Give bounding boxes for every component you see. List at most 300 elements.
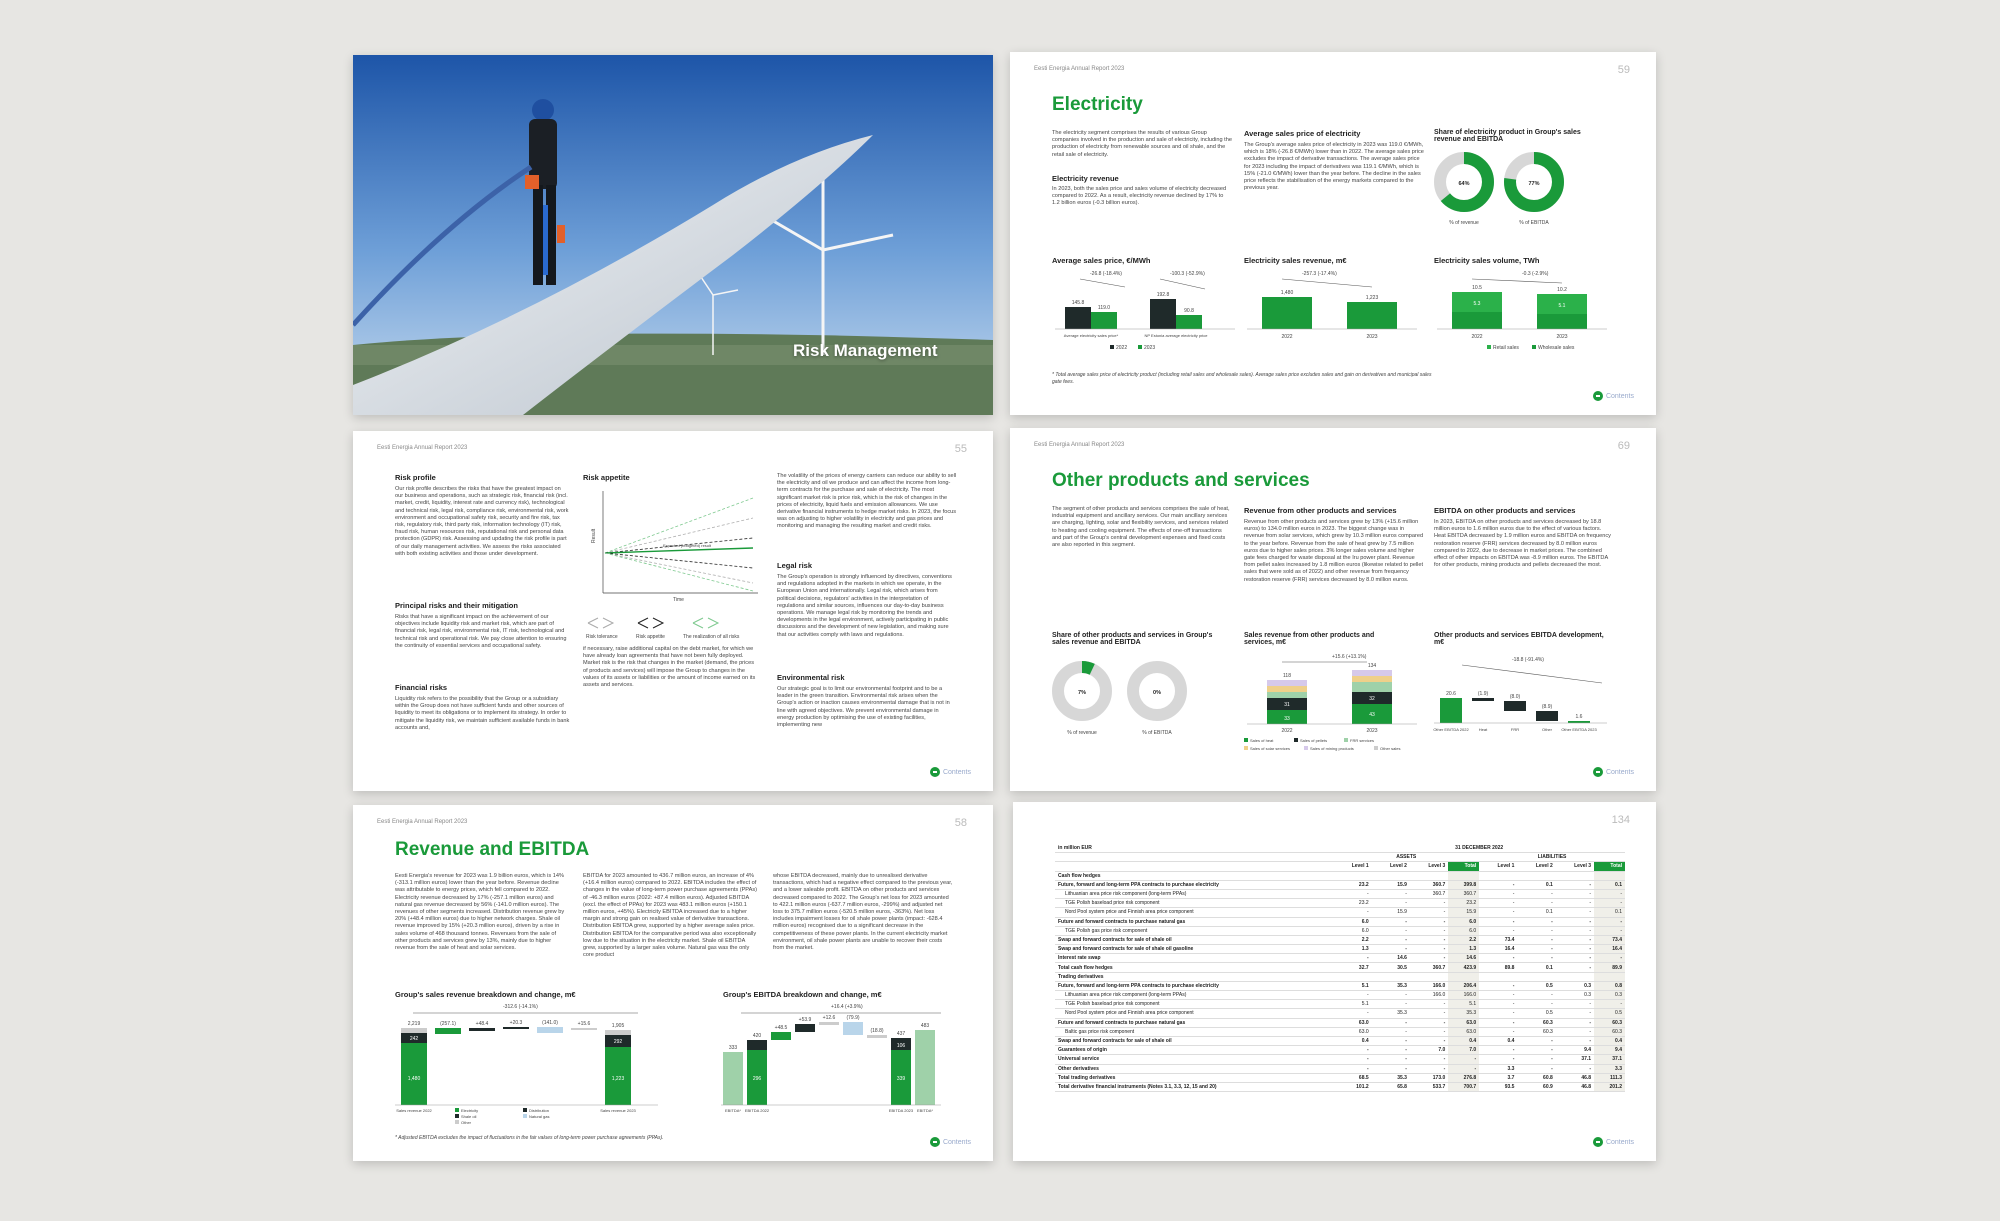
svg-text:FRR: FRR	[1510, 727, 1520, 732]
table-cell: -	[1372, 1027, 1410, 1036]
table-cell: -	[1556, 917, 1594, 926]
revenue-text: In 2023, both the sales price and sales volume of electricity decreased compared to 2022. As a result, electricity revenue declined by 17% to 1.2 billion euros (-0.3 billion euros).	[1052, 186, 1227, 207]
column-header: Level 1	[1479, 862, 1517, 871]
row-label: TGE Polish baseload price risk component	[1055, 899, 1333, 908]
table-cell: -	[1410, 1055, 1448, 1064]
table-cell: 46.8	[1556, 1082, 1594, 1091]
svg-text:-257.3 (-17.4%): -257.3 (-17.4%)	[1302, 271, 1337, 277]
svg-text:(1.9): (1.9)	[1477, 691, 1489, 697]
row-label: Swap and forward contracts for sale of shale oil	[1055, 1036, 1333, 1045]
table-cell: 0.1	[1517, 908, 1555, 917]
table-cell: 360.7	[1410, 889, 1448, 898]
table-cell: -	[1479, 1046, 1517, 1055]
table-cell: 206.4	[1448, 981, 1479, 990]
table-cell: -	[1372, 899, 1410, 908]
table-cell: 360.7	[1448, 889, 1479, 898]
financial-risks-heading: Financial risks	[395, 683, 448, 692]
revenue-heading: Revenue from other products and services	[1244, 506, 1397, 515]
svg-text:292: 292	[613, 1039, 623, 1045]
table-cell: -	[1372, 991, 1410, 1000]
bar	[1091, 312, 1117, 329]
column-header: Level 2	[1372, 862, 1410, 871]
table-cell: -	[1372, 889, 1410, 898]
svg-text:The realization of all risks: The realization of all risks	[683, 634, 740, 640]
svg-text:0%: 0%	[1153, 690, 1161, 696]
table-cell: 7.0	[1410, 1046, 1448, 1055]
page-number: 55	[954, 443, 967, 455]
avg-price-chart	[1050, 267, 1240, 367]
bar-retail	[1537, 314, 1587, 329]
table-cell: 6.0	[1448, 926, 1479, 935]
table-cell: -	[1556, 935, 1594, 944]
svg-text:Expected (budgeted) result: Expected (budgeted) result	[663, 543, 712, 548]
legal-risk-text: The Group's operation is strongly influenced by directives, conventions and regulations adopted in the markets in which we operate, in the European Union and internationally. Legal risk, which arises from political decisions, regulators' activities in the interpretation of regulations and similar sources, influences our day-to-day business operations. We manage legal risk by monitoring the trends and developments in the legal environment, actively participating in public discussions and the development of new legislation, and making sure that our activities comply with laws and regulations.	[777, 574, 952, 638]
table-cell: -	[1517, 1064, 1555, 1073]
table-row	[1055, 889, 1625, 898]
bar	[1150, 299, 1176, 329]
svg-text:Sales of mining products: Sales of mining products	[1310, 746, 1354, 751]
svg-text:+15.6: +15.6	[577, 1021, 591, 1027]
bar	[1536, 711, 1558, 721]
row-label: Swap and forward contracts for sale of shale oil gasoline	[1055, 945, 1333, 954]
svg-text:EBITDA 2022: EBITDA 2022	[744, 1108, 770, 1113]
environmental-risk-text: Our strategic goal is to limit our environmental footprint and to be a leader in the green transition. Environmental risk arises when the Group's action or inaction causes environmental damage that is not in line with agreed objectives. We prevent environmental damage in energy production by optimising the use of existing facilities, implementing new	[777, 686, 950, 729]
table-cell: 35.3	[1372, 1009, 1410, 1018]
table-row	[1055, 1036, 1625, 1045]
table-cell: 6.0	[1333, 917, 1371, 926]
electricity-page	[1010, 52, 1656, 415]
contents-label: Contents	[942, 768, 971, 776]
table-cell: -	[1479, 1018, 1517, 1027]
table-date: 31 DECEMBER 2022	[1333, 844, 1625, 853]
svg-text:% of EBITDA: % of EBITDA	[1142, 730, 1172, 736]
table-cell: 15.9	[1372, 908, 1410, 917]
bar	[1176, 315, 1202, 329]
liabilities-header: LIABILITIES	[1479, 853, 1625, 862]
table-row	[1055, 926, 1625, 935]
table-cell: -	[1517, 935, 1555, 944]
table-cell: -	[1372, 1018, 1410, 1027]
chart1-title: Group's sales revenue breakdown and change, m€	[395, 990, 576, 999]
table-cell: 35.3	[1372, 1073, 1410, 1082]
table-cell: -	[1333, 908, 1371, 917]
table-cell: 63.0	[1333, 1027, 1371, 1036]
table-cell	[1333, 871, 1371, 880]
row-label: TGE Polish baseload price risk component	[1055, 1000, 1333, 1009]
svg-text:Electricity: Electricity	[461, 1108, 479, 1113]
table-cell: -	[1448, 1064, 1479, 1073]
table-cell: 93.5	[1479, 1082, 1517, 1091]
ebitda-breakdown-chart	[721, 1000, 971, 1130]
table-row	[1055, 963, 1625, 972]
table-cell	[1372, 871, 1410, 880]
row-label: Future, forward and long-term PPA contracts to purchase electricity	[1055, 880, 1333, 889]
column-header: Total	[1594, 862, 1625, 871]
row-label: Cash flow hedges	[1055, 871, 1333, 880]
table-cell: -	[1479, 926, 1517, 935]
svg-text:EBITDA*: EBITDA*	[724, 1108, 742, 1113]
column-header-blank	[1055, 862, 1333, 871]
bar	[1568, 721, 1590, 723]
arrow-circle-icon	[1593, 767, 1603, 777]
svg-text:90.8: 90.8	[1184, 308, 1194, 314]
table-cell: 60.3	[1594, 1027, 1625, 1036]
intro-text: The segment of other products and services comprises the sale of heat, industrial equipment and ancillary services. Our main ancillary services are charging, lighting, solar and flexibility services, and services related to heating and cooling equipment. The effects of one-off transactions and part of the Group's central development expenses and fixed costs are also reported in this segment.	[1052, 506, 1230, 549]
table-cell: -	[1594, 889, 1625, 898]
table-cell: 0.4	[1594, 1036, 1625, 1045]
svg-text:Heat: Heat	[1478, 727, 1488, 732]
other-ebitda-chart	[1432, 653, 1612, 753]
table-cell: -	[1479, 1055, 1517, 1064]
svg-text:Risk appetite: Risk appetite	[636, 634, 665, 640]
row-label: Nord Pool system price and Finnish area price component	[1055, 1009, 1333, 1018]
svg-text:Retail sales: Retail sales	[1493, 345, 1519, 351]
row-label: Nord Pool system price and Finnish area price component	[1055, 908, 1333, 917]
svg-text:1,480: 1,480	[407, 1076, 421, 1082]
svg-text:106: 106	[896, 1043, 906, 1049]
bar-retail	[1452, 312, 1502, 329]
table-cell	[1594, 972, 1625, 981]
table-cell: 6.0	[1448, 917, 1479, 926]
table-cell: -	[1479, 981, 1517, 990]
table-cell: 32.7	[1333, 963, 1371, 972]
table-cell: 63.0	[1448, 1027, 1479, 1036]
table-cell	[1556, 871, 1594, 880]
table-row	[1055, 871, 1625, 880]
table-cell: 0.1	[1517, 963, 1555, 972]
market-risk-text: if necessary, raise additional capital on the debt market, for which we have already loan agreements that have not been fully deployed. Market risk is the risk that changes in the market (demand, the prices of products and services) will impose the Group to changes in the values of its assets or liabilities or the amount of income earned on its assets and services.	[583, 646, 756, 689]
table-cell: 7.0	[1448, 1046, 1479, 1055]
table-row	[1055, 991, 1625, 1000]
svg-text:EBITDA*: EBITDA*	[916, 1108, 934, 1113]
table-cell: -	[1333, 954, 1371, 963]
footnote: * Total average sales price of electricity product (including retail sales and wholesale sales). Average sales price excludes sales and gain on derivatives and municipal sales gate fees.	[1052, 372, 1432, 386]
risk-page	[353, 431, 993, 791]
risk-appetite-heading: Risk appetite	[583, 473, 630, 482]
page-title: Other products and services	[1052, 470, 1310, 491]
table-cell: -	[1333, 1064, 1371, 1073]
table-row	[1055, 1027, 1625, 1036]
table-cell	[1517, 871, 1555, 880]
svg-text:(8.9): (8.9)	[1541, 704, 1553, 710]
table-cell: 63.0	[1333, 1018, 1371, 1027]
table-cell: -	[1479, 917, 1517, 926]
table-cell: -	[1372, 1055, 1410, 1064]
table-cell: 0.3	[1594, 991, 1625, 1000]
svg-text:1,223: 1,223	[611, 1076, 625, 1082]
table-cell: 0.3	[1556, 991, 1594, 1000]
table-cell: -	[1410, 1036, 1448, 1045]
svg-text:1,223: 1,223	[1365, 295, 1379, 301]
table-cell: 0.3	[1556, 981, 1594, 990]
table-cell: 166.0	[1410, 991, 1448, 1000]
table-cell: 166.0	[1448, 991, 1479, 1000]
table-unit: in million EUR	[1055, 844, 1333, 853]
svg-text:437: 437	[896, 1031, 906, 1037]
bar	[1262, 297, 1312, 329]
donut2-label: % of EBITDA	[1519, 220, 1549, 226]
table-cell: 89.8	[1479, 963, 1517, 972]
table-cell: -	[1556, 963, 1594, 972]
svg-text:Sales revenue 2023: Sales revenue 2023	[600, 1108, 636, 1113]
row-label: Universal service	[1055, 1055, 1333, 1064]
table-cell: 9.4	[1556, 1046, 1594, 1055]
table-cell: 0.1	[1594, 908, 1625, 917]
page-number: 69	[1617, 440, 1630, 452]
table-cell: -	[1479, 991, 1517, 1000]
arrow-circle-icon	[930, 1137, 940, 1147]
table-cell: -	[1517, 1055, 1555, 1064]
svg-text:2,219: 2,219	[407, 1021, 421, 1027]
column-header: Level 3	[1556, 862, 1594, 871]
row-label: Swap and forward contracts for sale of shale oil	[1055, 935, 1333, 944]
svg-text:33: 33	[1284, 716, 1290, 722]
table-cell: -	[1410, 926, 1448, 935]
table-cell: 3.3	[1479, 1064, 1517, 1073]
contents-link[interactable]	[930, 767, 971, 777]
svg-text:119.0: 119.0	[1097, 305, 1111, 311]
table-cell: -	[1333, 1046, 1371, 1055]
share-donuts	[1052, 656, 1232, 746]
page-header: Eesti Energia Annual Report 2023	[377, 445, 468, 451]
row-label: Trading derivatives	[1055, 972, 1333, 981]
table-cell: 63.0	[1448, 1018, 1479, 1027]
row-label: Lithuanian area price risk component (long-term PPAs)	[1055, 889, 1333, 898]
table-cell: -	[1479, 954, 1517, 963]
risk-appetite-diagram	[583, 483, 763, 643]
revenue-text: Eesti Energia's revenue for 2023 was 1.9 billion euros, which is 14% (-313.1 million euros) lower than the year before. Revenue decline was attributable to energy prices, which fell compared to 2022. Electricity revenue decreased by 17% (-257.1 million euros) and natural gas revenue decreased by 56% (-141.0 million euros). The revenues of other segments increased. Distribution revenue grew by 20% (+48.4 million euros) due to higher network charges. Shale oil revenue improved by 15% (+20.3 million euros), driven by a rise in sales volume of 468 thousand tonnes. Revenues from the sale of other products and services grew by 13%, mainly due to higher revenue from the sale of heat and solar services.	[395, 873, 565, 952]
share-heading: Share of electricity product in Group's sales revenue and EBITDA	[1434, 129, 1581, 143]
table-cell: -	[1410, 935, 1448, 944]
ebitda-text: In 2023, EBITDA on other products and services decreased by 18.8 million euros to 1.6 million euros due to the effect of various factors. Heat EBITDA decreased by 1.9 million euros and EBITDA on frequency restoration reserve (FRR) services decreased by 8.0 million euros compared to 2022, due to decrease in market prices. The combined effect of other impacts on EBITDA was -8.9 million euros. The EBITDA for other products, mining products and pellets decreased the most.	[1434, 519, 1611, 569]
revenue-breakdown-chart	[393, 1000, 663, 1130]
table-cell	[1372, 972, 1410, 981]
table-cell: -	[1410, 1018, 1448, 1027]
svg-text:+53.9: +53.9	[798, 1017, 812, 1023]
table-cell: 60.3	[1517, 1027, 1555, 1036]
svg-text:1,480: 1,480	[1280, 290, 1294, 296]
table-cell: -	[1556, 1064, 1594, 1073]
table-cell: 0.5	[1517, 1009, 1555, 1018]
table-cell: 6.0	[1333, 926, 1371, 935]
footnote: * Adjusted EBITDA excludes the impact of fluctuations in the fair values of long-term power purchase agreements (PPAs).	[395, 1135, 664, 1141]
table-cell	[1517, 972, 1555, 981]
svg-text:Sales revenue 2022: Sales revenue 2022	[396, 1108, 432, 1113]
svg-text:+12.6: +12.6	[822, 1015, 836, 1021]
contents-label: Contents	[1605, 768, 1634, 776]
table-cell: -	[1372, 1064, 1410, 1073]
page-header: Eesti Energia Annual Report 2023	[377, 819, 468, 825]
table-cell: 60.9	[1517, 1082, 1555, 1091]
environmental-risk-heading: Environmental risk	[777, 673, 845, 682]
table-cell: 276.8	[1448, 1073, 1479, 1082]
svg-text:242: 242	[409, 1036, 419, 1042]
revenue-heading: Electricity revenue	[1052, 174, 1119, 183]
svg-text:134: 134	[1367, 663, 1377, 669]
svg-text:Average electricity sales pric: Average electricity sales price*	[1063, 333, 1119, 338]
table-cell	[1556, 972, 1594, 981]
svg-text:Other sales: Other sales	[1380, 746, 1401, 751]
table-cell: 0.5	[1594, 1009, 1625, 1018]
table-cell	[1448, 972, 1479, 981]
table-cell: 111.3	[1594, 1073, 1625, 1082]
table-cell: -	[1410, 908, 1448, 917]
revenue-text: Revenue from other products and services grew by 13% (+15.6 million euros) to 134.0 million euros in 2023. The biggest change was in revenue from solar services, which grew by 10.3 million euros compared to the year before. Revenue from the sale of heat grew by 7.5 million euros due to higher sales prices. 3% longer sales volume and higher gate fees charged for waste disposal at the Iru power plant. Revenue from pellet sales increased by 1.8 million euros (likewise related to pellet sales that were sold as of 2022) and other revenue from frequency restoration reserve (FRR) services decreased by 8.0 million euros.	[1244, 519, 1424, 583]
table-cell: -	[1594, 926, 1625, 935]
table-row	[1055, 899, 1625, 908]
table-cell: 65.8	[1372, 1082, 1410, 1091]
table-row	[1055, 1018, 1625, 1027]
table-cell: -	[1410, 1027, 1448, 1036]
table-cell: -	[1556, 1036, 1594, 1045]
table-cell: -	[1410, 899, 1448, 908]
table-cell: 35.3	[1448, 1009, 1479, 1018]
table-cell: 1.3	[1448, 945, 1479, 954]
share-heading: Share of other products and services in Group's sales revenue and EBITDA	[1052, 632, 1213, 646]
svg-text:(79.9): (79.9)	[846, 1015, 860, 1021]
table-cell: 14.6	[1372, 954, 1410, 963]
ebitda-text: EBITDA for 2023 amounted to 436.7 million euros, an increase of 4% (+16.4 million euros) compared to 2022. EBITDA includes the effect of changes in the value of long-term power purchase agreements (PPAs) of -46.3 million euros (2022: +87.4 million euros). Adjusted EBITDA (excl. the effect of PPAs) for 2023 was 483.1 million euros (+150.1 million euros, +45%). Electricity EBITDA increased due to a higher margin and strong gain on realised value of derivative transactions. Distribution EBITDA grew, supported by a higher average sales price. Distribution EBITDA for the comparative period was also exceptionally low due to the situation in the electricity market. Shale oil EBITDA grew, supported by a larger sales volume. Natural gas was the only core product	[583, 873, 758, 959]
table-cell: 73.4	[1594, 935, 1625, 944]
contents-label: Contents	[942, 1138, 971, 1146]
row-label: Other derivatives	[1055, 1064, 1333, 1073]
table-row	[1055, 945, 1625, 954]
table-row	[1055, 981, 1625, 990]
assets-header: ASSETS	[1333, 853, 1479, 862]
contents-link[interactable]	[1593, 1137, 1634, 1147]
table-cell: 360.7	[1410, 880, 1448, 889]
table-row	[1055, 1046, 1625, 1055]
arrow-circle-icon	[1593, 1137, 1603, 1147]
share-donuts	[1434, 152, 1614, 232]
table-cell: -	[1517, 917, 1555, 926]
financial-risks-text: Liquidity risk refers to the possibility that the Group or a subsidiary within the Group does not have sufficient funds and other sources of liquidity to meet its obligations or to implement its strategy. In order to mitigate the liquidity risk, we maintain sufficient available funds in bank accounts and,	[395, 696, 570, 731]
table-cell: -	[1410, 1009, 1448, 1018]
table-cell: 173.0	[1410, 1073, 1448, 1082]
table-row	[1055, 954, 1625, 963]
table-cell: 9.4	[1594, 1046, 1625, 1055]
table-cell: -	[1333, 991, 1371, 1000]
svg-text:+15.6 (+13.1%): +15.6 (+13.1%)	[1332, 654, 1367, 660]
table-cell: -	[1556, 880, 1594, 889]
change-label: -26.8 (-18.4%)	[1090, 271, 1122, 277]
table-cell: 89.9	[1594, 963, 1625, 972]
table-cell: 73.4	[1479, 935, 1517, 944]
table-cell: -	[1517, 899, 1555, 908]
column-header: Level 2	[1517, 862, 1555, 871]
table-cell: 15.9	[1372, 880, 1410, 889]
table-cell: -	[1479, 899, 1517, 908]
table-row	[1055, 917, 1625, 926]
column-header: Level 3	[1410, 862, 1448, 871]
risk-profile-heading: Risk profile	[395, 473, 436, 482]
svg-text:+20.3: +20.3	[509, 1020, 523, 1026]
page-header: Eesti Energia Annual Report 2023	[1034, 442, 1125, 448]
svg-text:31: 31	[1284, 702, 1290, 708]
row-label: Total derivative financial instruments (Notes 3.1, 3.3, 12, 15 and 20)	[1055, 1082, 1333, 1091]
table-cell: 68.5	[1333, 1073, 1371, 1082]
svg-text:32: 32	[1369, 696, 1375, 702]
svg-text:Sales of solar services: Sales of solar services	[1250, 746, 1291, 751]
legal-risk-heading: Legal risk	[777, 561, 813, 570]
svg-text:43: 43	[1369, 712, 1375, 718]
table-cell: -	[1372, 1000, 1410, 1009]
svg-text:2023: 2023	[1556, 334, 1568, 340]
contents-link[interactable]	[1593, 767, 1634, 777]
svg-text:Shale oil: Shale oil	[461, 1114, 477, 1119]
row-label: Total trading derivatives	[1055, 1073, 1333, 1082]
svg-text:10.2: 10.2	[1557, 287, 1567, 293]
table-cell: -	[1556, 899, 1594, 908]
svg-text:118: 118	[1283, 673, 1291, 679]
table-cell: 23.2	[1448, 899, 1479, 908]
chart3-title: Other products and services EBITDA development, m€	[1434, 632, 1604, 646]
table-cell: -	[1333, 889, 1371, 898]
column-header: Level 1	[1333, 862, 1371, 871]
table-cell: 37.1	[1556, 1055, 1594, 1064]
table-cell: -	[1517, 1000, 1555, 1009]
table-cell: -	[1556, 908, 1594, 917]
contents-link[interactable]	[1593, 391, 1634, 401]
net-loss-text: whose EBITDA decreased, mainly due to unrealised derivative transactions, which had a negative effect compared to the previous year, and a lower saleable profit. EBITDA on other products and services decreased compared to 2022. The Group's net loss for 2023 amounted to 422.1 million euros (-637.7 million euros, -299%) and adjusted net loss to 375.7 million euros (-520.5 million euros, -363%). Net loss includes impairment losses for oil shale power plants (impact: -628.4 million euros) recognised due to a significant decrease in the competitiveness of these power plants. In the current electricity market environment, oil shale power plants are unable to recover their costs from the market.	[773, 873, 953, 952]
svg-text:296: 296	[752, 1076, 762, 1082]
table-cell	[1479, 972, 1517, 981]
table-row	[1055, 1064, 1625, 1073]
financial-table-page	[1013, 802, 1656, 1161]
svg-text:(18.8): (18.8)	[870, 1028, 884, 1034]
svg-text:2022: 2022	[1471, 334, 1483, 340]
svg-text:Other: Other	[461, 1120, 472, 1125]
table-cell: -	[1479, 908, 1517, 917]
svg-text:333: 333	[728, 1045, 738, 1051]
table-cell: 0.1	[1594, 880, 1625, 889]
page-header: Eesti Energia Annual Report 2023	[1034, 66, 1125, 72]
row-label: Baltic gas price risk component	[1055, 1027, 1333, 1036]
svg-text:-0.3 (-2.9%): -0.3 (-2.9%)	[1522, 271, 1549, 277]
table-cell: 101.2	[1333, 1082, 1371, 1091]
other-revenue-chart	[1242, 650, 1422, 760]
contents-label: Contents	[1605, 1138, 1634, 1146]
table-cell: -	[1556, 1009, 1594, 1018]
arrow-circle-icon	[930, 767, 940, 777]
donut1-label: % of revenue	[1449, 220, 1479, 226]
table-cell: 30.5	[1372, 963, 1410, 972]
svg-text:5.3: 5.3	[1473, 301, 1481, 307]
svg-text:1,905: 1,905	[611, 1023, 625, 1029]
table-cell: 360.7	[1410, 963, 1448, 972]
svg-text:2023: 2023	[1144, 345, 1156, 351]
table-cell: -	[1372, 1046, 1410, 1055]
contents-link[interactable]	[930, 1137, 971, 1147]
table-cell: 0.5	[1517, 981, 1555, 990]
revenue-ebitda-page	[353, 805, 993, 1161]
svg-text:Distribution: Distribution	[529, 1108, 550, 1113]
table-cell: -	[1372, 926, 1410, 935]
donut2-value: 77%	[1528, 181, 1540, 187]
table-cell: -	[1479, 1000, 1517, 1009]
svg-text:192.8: 192.8	[1156, 292, 1170, 298]
bar	[1504, 701, 1526, 711]
table-cell: 16.4	[1594, 945, 1625, 954]
chart2-title: Electricity sales revenue, m€	[1244, 256, 1347, 265]
table-cell: -	[1594, 917, 1625, 926]
row-label: Future, forward and long-term PPA contracts to purchase electricity	[1055, 981, 1333, 990]
table-cell: 201.2	[1594, 1082, 1625, 1091]
table-cell: 1.3	[1333, 945, 1371, 954]
table-row	[1055, 1009, 1625, 1018]
page-title: Revenue and EBITDA	[395, 839, 590, 860]
table-cell: -	[1479, 889, 1517, 898]
